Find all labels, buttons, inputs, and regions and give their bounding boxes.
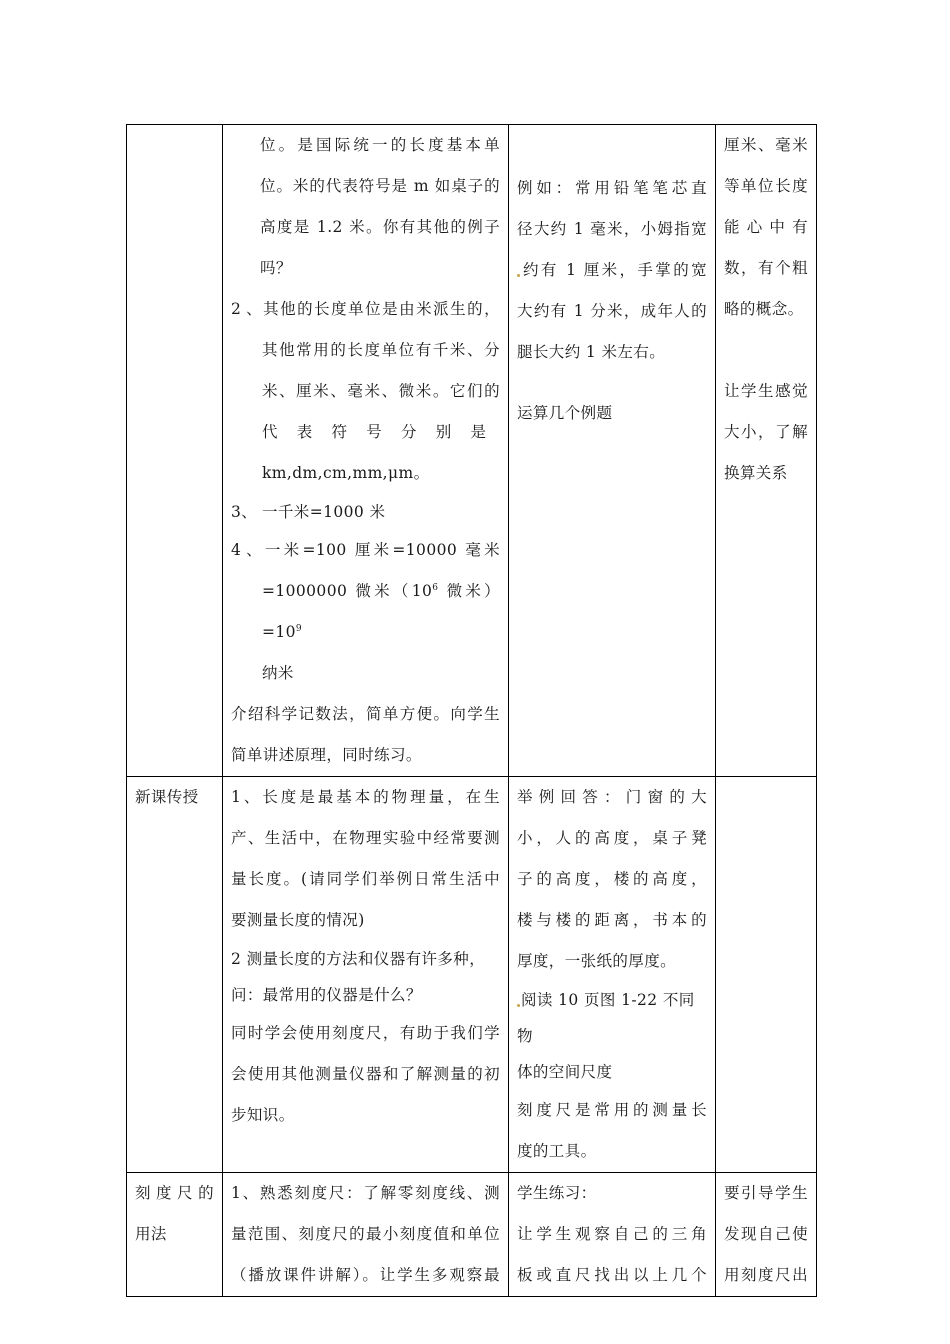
mark-dot (517, 1004, 520, 1007)
text-line: 例如：常用铅笔笔芯直 (517, 179, 707, 197)
text-line: 代表符号分别是 (262, 423, 500, 441)
text-line: 数，有个粗 (724, 259, 808, 277)
student-activity-cell (509, 1173, 716, 1297)
text-line: 让学生观察自己的三角 (517, 1225, 707, 1243)
text-line: 约有 1 厘米，手掌的宽 (517, 250, 707, 291)
student-activity-cell (509, 125, 716, 777)
table-row (127, 777, 817, 1173)
text-line: 2 测量长度的方法和仪器有许多种， (231, 950, 486, 968)
text-line: 1、熟悉刻度尺：了解零刻度线、测 (231, 1184, 500, 1202)
text-line: 让学生感觉 (724, 382, 808, 400)
student-activity-cell (509, 777, 716, 1173)
text-line: 米、厘米、毫米、微米。它们的 (262, 382, 500, 400)
teacher-activity-cell (223, 777, 509, 1173)
stage-label: 新课传授 (135, 788, 199, 806)
list-number: 3、 (231, 503, 258, 521)
text-line: 大约有 1 分米，成年人的 (517, 302, 707, 320)
text-line: 一千米=1000 米 (262, 503, 386, 521)
text-line: 能 心 中 有 (724, 218, 808, 236)
text-line: （播放课件讲解）。让学生多观察最 (231, 1266, 500, 1284)
text-line: 刻度尺是常用的测量长 (517, 1101, 707, 1119)
text-line: 腿长大约 1 米左右。 (517, 343, 666, 361)
text-line: 量长度。(请同学们举例日常生活中 (231, 870, 500, 888)
table-row (127, 125, 817, 777)
text-line: 阅读 10 页图 1-22 不同物 (517, 991, 695, 1045)
text-line: 其他的长度单位是由米派生的， (262, 300, 500, 318)
teacher-activity-cell (223, 125, 509, 777)
text-line: 步知识。 (231, 1106, 295, 1124)
text-line: 会使用其他测量仪器和了解测量的初 (231, 1065, 500, 1083)
text-line: 板或直尺找出以上几个 (517, 1266, 707, 1284)
list-number: 4、 (231, 541, 262, 559)
list-number: 2、 (231, 300, 262, 318)
text-line: 用刻度尺出 (724, 1266, 808, 1284)
text-line: 楼与楼的距离，书本的 (517, 911, 707, 929)
stage-label: 刻度尺的 (135, 1184, 214, 1202)
teacher-activity-cell (223, 1173, 509, 1297)
stage-cell (127, 1173, 223, 1297)
text-line: 要测量长度的情况) (231, 911, 365, 929)
text-line: 略的概念。 (724, 300, 804, 318)
text-line: 量范围、刻度尺的最小刻度值和单位 (231, 1225, 500, 1243)
text-line: 位。米的代表符号是 m 如桌子的 (260, 177, 500, 195)
text-line: 举例回答：门窗的大 (517, 788, 707, 806)
text-line: 厚度，一张纸的厚度。 (517, 952, 677, 970)
table-row (127, 1173, 817, 1297)
text-line: =1000000 微米（$10^6$ 微米）$=10^9$ (262, 582, 500, 641)
text-line: 问：最常用的仪器是什么？ (231, 986, 422, 1004)
text-line: 位。是国际统一的长度基本单 (260, 136, 500, 154)
text-line: 体的空间尺度 (517, 1063, 613, 1081)
text-line: 同时学会使用刻度尺，有助于我们学 (231, 1024, 500, 1042)
stage-label: 用法 (135, 1225, 167, 1243)
intent-cell (716, 125, 817, 777)
text-line: 小，人的高度，桌子凳 (517, 829, 707, 847)
text-line: 运算几个例题 (517, 404, 613, 422)
text-line: 介绍科学记数法，简单方便。向学生 (231, 705, 500, 723)
lesson-plan-table (126, 124, 817, 1297)
text-line: 径大约 1 毫米，小姆指宽 (517, 220, 707, 238)
text-line: 其他常用的长度单位有千米、分 (262, 341, 500, 359)
text-line: 一米=100 厘米=10000 毫米 (262, 541, 500, 559)
text-line: 发现自己使 (724, 1225, 808, 1243)
mark-dot (517, 274, 520, 277)
text-line: 产、生活中，在物理实验中经常要测 (231, 829, 500, 847)
text-line: km,dm,cm,mm,μm。 (262, 464, 430, 482)
intent-cell (716, 1173, 817, 1297)
text-line: 度的工具。 (517, 1142, 597, 1160)
text-line: 学生练习： (517, 1184, 597, 1202)
text-line: 简单讲述原理，同时练习。 (231, 746, 422, 764)
text-line: 等单位长度 (724, 177, 808, 195)
text-line: 1、长度是最基本的物理量，在生 (231, 788, 500, 806)
text-line: 要引导学生 (724, 1184, 808, 1202)
text-line: 换算关系 (724, 464, 788, 482)
stage-cell (127, 125, 223, 777)
text-line: 纳米 (262, 664, 294, 682)
text-line: 子的高度，楼的高度， (517, 870, 707, 888)
intent-cell (716, 777, 817, 1173)
text-line: 厘米、毫米 (724, 136, 808, 154)
stage-cell (127, 777, 223, 1173)
text-line: 高度是 1.2 米。你有其他的例子 (260, 218, 500, 236)
text-line: 吗？ (260, 259, 292, 277)
text-line: 大小，了解 (724, 423, 808, 441)
